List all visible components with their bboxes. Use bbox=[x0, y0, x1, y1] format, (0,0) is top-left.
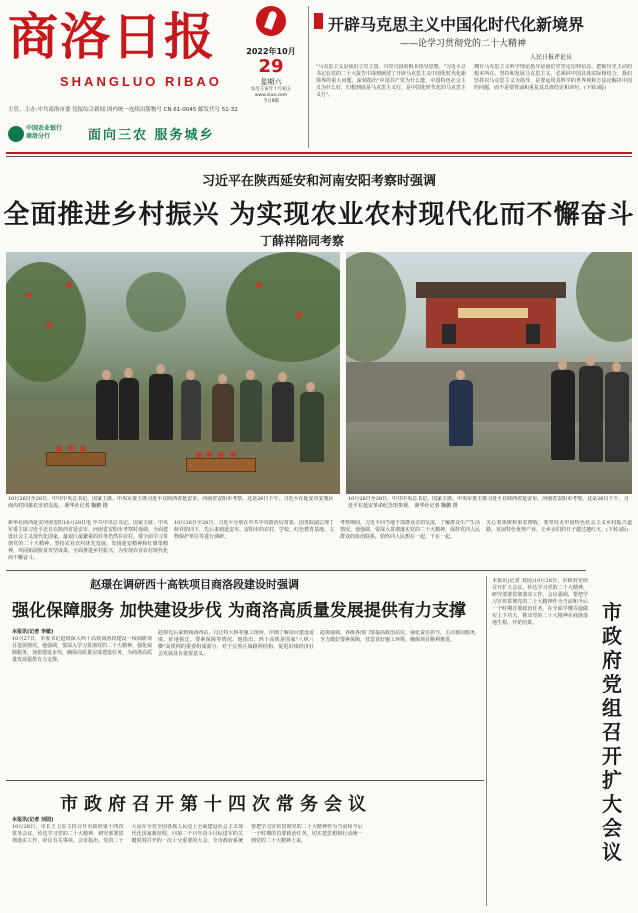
photo-right-caption: 10月26日至28日，中共中央总书记、国家主席、中央军委主席习近平在陕西省延安市、河南省安阳市考察。这是26日下午，习近平在延安革命纪念馆参观。 新华社记者 鞠鹏 摄 bbox=[348, 496, 629, 509]
mid-headline: 强化保障服务 加快建设步伐 为商洛高质量发展提供有力支撑 bbox=[12, 601, 466, 621]
mid-byline: 本报讯(记者 李敏) bbox=[12, 629, 54, 635]
main-body-d: 关心着果树和果农增收，要坚持走中国特色社会主义乡村振兴道路，发展特色优势产业，让乡亲们的日子越过越红火。(下转3版) bbox=[486, 520, 632, 533]
divider bbox=[308, 6, 309, 148]
photo-orchard bbox=[6, 252, 340, 494]
date-box bbox=[240, 6, 302, 146]
date-year-month: 2022年10月 bbox=[246, 47, 296, 56]
main-body-c: 考察期间，习近平同当地干部群众亲切交流，了解群众生产生活情况。他强调，要深入贯彻落实党的二十大精神，保持党同人民群众的血肉联系，始终同人民想在一起、干在一起。 bbox=[340, 520, 480, 540]
mid-kicker: 赵璟在调研西十高铁项目商洛段建设时强调 bbox=[90, 578, 299, 591]
bank-name-sub: 商洛分行 bbox=[26, 133, 51, 140]
commentary-body-1: "马克思主义是我们立党立国、兴党兴国的根本指导思想。"习近平总书记在党的二十大报告中深刻阐述了开辟马克思主义中国化时代化新境界的重大问题，深刻指出"中国共产党为什么能，中国特色社会主义为什么好，归根到底是马克思主义行，是中国化时代化的马克思主义行"。 bbox=[316, 64, 466, 98]
main-subhead: 丁薛祥陪同考察 bbox=[260, 234, 345, 248]
column-divider bbox=[486, 576, 487, 906]
mid-body-2: 赵璟先后来到商洛西站、丹江特大桥等施工现场，详细了解项目建设进度、征地拆迁、要素保障等情况。他指出，西十高铁是国家"八纵八横"高铁网的重要组成部分，对于完善区域路网结构、促进沿线经济社会发展具有重要意义。 bbox=[158, 630, 314, 657]
masthead-title: 商洛日报 bbox=[8, 8, 216, 66]
side-headline: 市政府党组召开扩大会议 bbox=[602, 600, 622, 864]
mid-body-1: 10月27日，市委书记赵璟深入西十高铁商洛段建设一线调研项目进展情况。他强调，要深入学习贯彻党的二十大精神，强化保障服务，加快建设步伐，确保高质量完成建设任务，为商洛高质量发展提供有力支撑。 bbox=[12, 636, 152, 663]
site-url: www.sluo.com bbox=[254, 93, 288, 98]
bottom-body: 10月28日，市长王卫东主持召开市政府第十四次常务会议，传达学习党的二十大精神，研究部署贯彻落实工作，审议有关事项。会议指出，党的二十大是在全党全国各族人民迈上全面建设社会主义现代化国家新征程、向第二个百年奋斗目标进军的关键时刻召开的一次十分重要的大会。全市政府系统要把学习宣传贯彻党的二十大精神作为当前和今后一个时期的首要政治任务，切实把思想和行动统一到党的二十大精神上来。 bbox=[12, 824, 363, 844]
bottom-byline: 本报讯(记者 刘园) bbox=[12, 817, 54, 823]
photo-memorial bbox=[346, 252, 632, 494]
masthead-pinyin: SHANGLUO RIBAO bbox=[60, 74, 222, 89]
date-weekday: 星期六 bbox=[260, 78, 282, 86]
main-body-a: 新华社陕西延安河南安阳10月28日电 中共中央总书记、国家主席、中央军委主席习近平近日在陕西省延安市、河南省安阳市考察时强调，全面建设社会主义现代化国家，最艰巨最繁重的任务仍然在农村。要全面学习贯彻党的二十大精神，坚持农业农村优先发展，发扬延安精神和红旗渠精神，巩固拓展脱贫攻坚成果，全面推进乡村振兴，为实现农业农村现代化而不懈奋斗。 bbox=[8, 520, 168, 561]
mid-body-3: 赵璟强调，各级各部门要提高政治站位，强化责任担当，主动靠前服务，全力做好要素保障，营造良好施工环境，确保项目顺利推进。 bbox=[320, 630, 480, 643]
masthead-rule-thin bbox=[6, 156, 632, 157]
ad-slogan: 面向三农 服务城乡 bbox=[88, 128, 215, 143]
commentary-headline: 开辟马克思主义中国化时代化新境界 bbox=[328, 15, 585, 34]
commentary-body-2: 拥有马克思主义科学理论指导是我们党坚定信仰信念、把握历史主动的根本所在。坚持和发展马克思主义，必须同中国具体实际相结合。我们坚持以马克思主义为指导，是要运用其科学的世界观和方法论解决中国的问题，而不是要背诵和重复其具体结论和词句。(下转3版) bbox=[474, 64, 632, 91]
bank-name-main: 中国农业银行 bbox=[26, 125, 63, 132]
newspaper-emblem-icon bbox=[256, 6, 286, 36]
commentary-subhead: ——论学习贯彻党的二十大精神 bbox=[400, 39, 527, 49]
section-rule bbox=[6, 570, 586, 571]
issue-pages: 今日8版 bbox=[262, 99, 280, 104]
date-day: 29 bbox=[258, 56, 284, 77]
bank-logo-icon bbox=[8, 126, 24, 142]
bank-name bbox=[26, 125, 62, 141]
photo-left-caption: 10月26日至28日，中共中央总书记、国家主席、中央军委主席习近平在陕西省延安市、河南省安阳市考察。这是26日下午，习近平在延安市安塞区南沟村同果农亲切交流。 新华社记者 鞠鹏 摄 bbox=[8, 496, 334, 509]
bottom-headline: 市政府召开第十四次常务会议 bbox=[60, 794, 372, 815]
commentary-byline: 人民日报评论员 bbox=[530, 54, 573, 61]
main-body-b: 10月26日至28日，习近平分别在中共中央政治局常委、国务院副总理丁薛祥陪同下，先后来到延安市、安阳市的农村、学校、红色教育基地、文物保护单位等进行调研。 bbox=[174, 520, 334, 540]
main-headline: 全面推进乡村振兴 为实现农业农村现代化而不懈奋斗 bbox=[3, 200, 635, 230]
main-kicker: 习近平在陕西延安和河南安阳考察时强调 bbox=[201, 174, 436, 189]
publication-meta: 主管、主办:中共商洛市委 党报综合新闻 国内统一连续出版物号 CN 61-0045 邮发代号 51-32 bbox=[8, 107, 238, 113]
section-rule-2 bbox=[6, 780, 484, 781]
side-body: 本报讯(记者 刘园)10月28日，市政府党组召开扩大会议，传达学习党的二十大精神，研究部署贯彻落实工作。会议强调，要把学习宣传贯彻党的二十大精神作为当前和今后一个时期首要政治任务，在全面学懂弄通做实上下功夫，推动党的二十大精神在商洛落地生根、开花结果。 bbox=[492, 578, 588, 626]
headline-marker bbox=[314, 13, 323, 29]
masthead-rule bbox=[6, 152, 632, 154]
date-lunar: 农历壬寅年十月初五 bbox=[250, 87, 292, 92]
